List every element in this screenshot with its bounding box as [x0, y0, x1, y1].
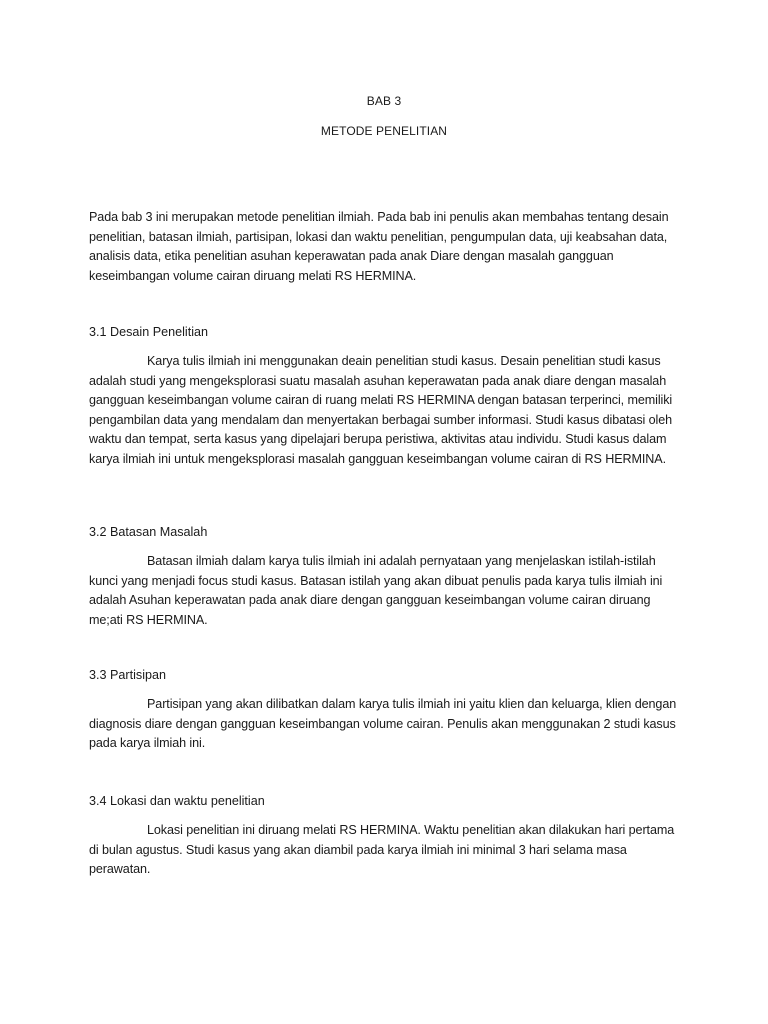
chapter-number: BAB 3 — [366, 94, 402, 108]
chapter-title: METODE PENELITIAN — [320, 124, 448, 138]
section-title-partisipan: 3.3 Partisipan — [89, 668, 167, 682]
section-title-desain: 3.1 Desain Penelitian — [89, 325, 209, 339]
section-text-partisipan: Partisipan yang akan dilibatkan dalam karya tulis ilmiah ini yaitu klien dan keluarga, klien dengan diagnosis diare dengan gangguan keseimbangan volume cairan. Penulis akan menggunakan 2 studi kasus pada karya ilmiah ini. — [89, 697, 677, 750]
intro-paragraph — [89, 208, 681, 286]
section-text-batasan: Batasan ilmiah dalam karya tulis ilmiah ini adalah pernyataan yang menjelaskan istilah-istilah kunci yang menjadi focus studi kasus. Batasan istilah yang akan dibuat penulis pada karya tulis ilmiah ini adalah Asuhan keperawatan pada anak diare dengan gangguan keseimbangan volume cairan diruang me;ati RS HERMINA. — [89, 554, 663, 627]
section-title-lokasi: 3.4 Lokasi dan waktu penelitian — [89, 794, 265, 808]
section-body-partisipan — [89, 695, 681, 754]
section-text-lokasi: Lokasi penelitian ini diruang melati RS HERMINA. Waktu penelitian akan dilakukan hari pertama di bulan agustus. Studi kasus yang akan diambil pada karya ilmiah ini minimal 3 hari selama masa perawatan. — [89, 823, 675, 876]
section-body-lokasi — [89, 821, 681, 880]
section-body-batasan — [89, 552, 681, 630]
section-text-desain: Karya tulis ilmiah ini menggunakan deain penelitian studi kasus. Desain penelitian studi kasus adalah studi yang mengeksplorasi suatu masalah asuhan keperawatan pada anak diare dengan masalah gangguan keseimbangan volume cairan di ruang melati RS HERMINA dengan batasan terperinci, memiliki pengambilan data yang mendalam dan menyertakan berbagai sumber informasi. Studi kasus dibatasi oleh waktu dan tempat, serta kasus yang dipelajari berupa peristiwa, aktivitas atau individu. Studi kasus dalam karya ilmiah ini untuk mengeksplorasi masalah gangguan keseimbangan volume cairan di RS HERMINA. — [89, 354, 673, 466]
intro-text: Pada bab 3 ini merupakan metode penelitian ilmiah. Pada bab ini penulis akan membahas tentang desain penelitian, batasan ilmiah, partisipan, lokasi dan waktu penelitian, pengumpulan data, uji keabsahan data, analisis data, etika penelitian asuhan keperawatan pada anak Diare dengan masalah gangguan keseimbangan volume cairan diruang melati RS HERMINA. — [89, 210, 669, 283]
section-title-batasan: 3.2 Batasan Masalah — [89, 525, 208, 539]
section-body-desain — [89, 352, 681, 469]
